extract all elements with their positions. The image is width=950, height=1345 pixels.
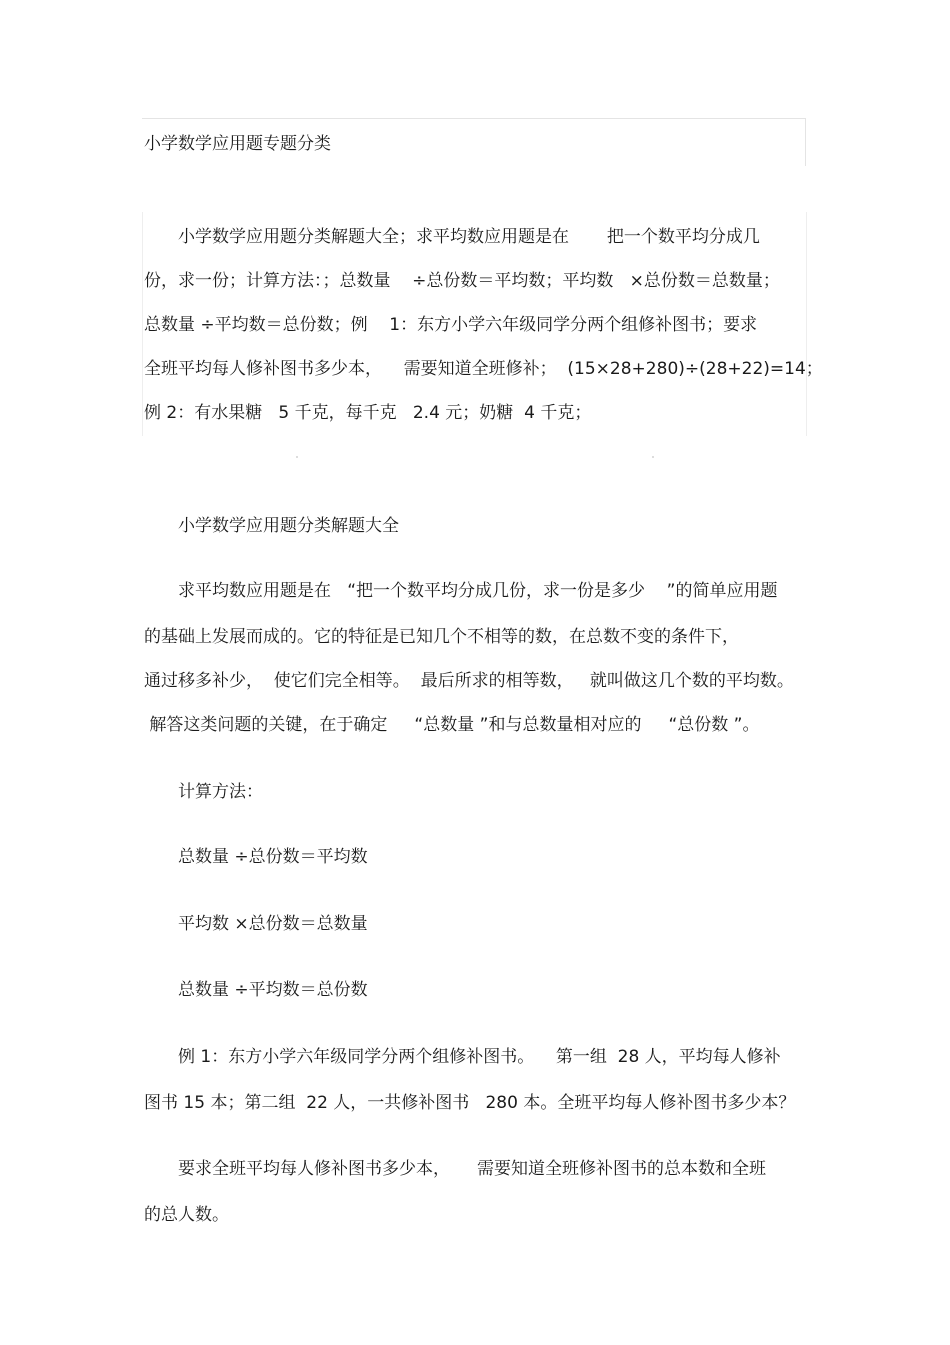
analysis-line: 的总人数。 (144, 1205, 229, 1225)
summary-line: 全班平均每人修补图书多少本， 需要知道全班修补； (15×28+280)÷(28+22)=14； (144, 359, 823, 379)
formula-line: 总数量 ÷总份数＝平均数 (178, 847, 368, 867)
section-heading: 小学数学应用题分类解题大全 (178, 516, 399, 536)
method-label: 计算方法： (178, 782, 263, 802)
artifact-dot (296, 456, 298, 458)
formula-line: 总数量 ÷平均数＝总份数 (178, 980, 368, 1000)
paragraph-line: 的基础上发展而成的。它的特征是已知几个不相等的数，在总数不变的条件下， (144, 627, 739, 647)
paragraph-line: 求平均数应用题是在 “把一个数平均分成几份，求一份是多少 ”的简单应用题 (178, 581, 778, 601)
paragraph-line: 通过移多补少， 使它们完全相等。 最后所求的相等数， 就叫做这几个数的平均数。 (144, 671, 794, 691)
paragraph-line: 解答这类问题的关键，在于确定 “总数量 ”和与总数量相对应的 “总份数 ”。 (144, 715, 760, 735)
example-line: 图书 15 本；第二组 22 人，一共修补图书 280 本。全班平均每人修补图书多少本？ (144, 1093, 796, 1113)
summary-line: 例 2：有水果糖 5 千克，每千克 2.4 元；奶糖 4 千克； (144, 403, 592, 423)
summary-line: 份，求一份；计算方法：；总数量 ÷总份数＝平均数；平均数 ×总份数＝总数量； (144, 271, 780, 291)
summary-line: 总数量 ÷平均数＝总份数；例 1：东方小学六年级同学分两个组修补图书；要求 (144, 315, 758, 335)
example-line: 例 1：东方小学六年级同学分两个组修补图书。 第一组 28 人，平均每人修补 (178, 1047, 781, 1067)
formula-line: 平均数 ×总份数＝总数量 (178, 914, 368, 934)
analysis-line: 要求全班平均每人修补图书多少本， 需要知道全班修补图书的总本数和全班 (178, 1159, 767, 1179)
artifact-dot (652, 456, 654, 458)
document-title: 小学数学应用题专题分类 (144, 134, 331, 154)
summary-line: 小学数学应用题分类解题大全；求平均数应用题是在 把一个数平均分成几 (178, 227, 760, 247)
